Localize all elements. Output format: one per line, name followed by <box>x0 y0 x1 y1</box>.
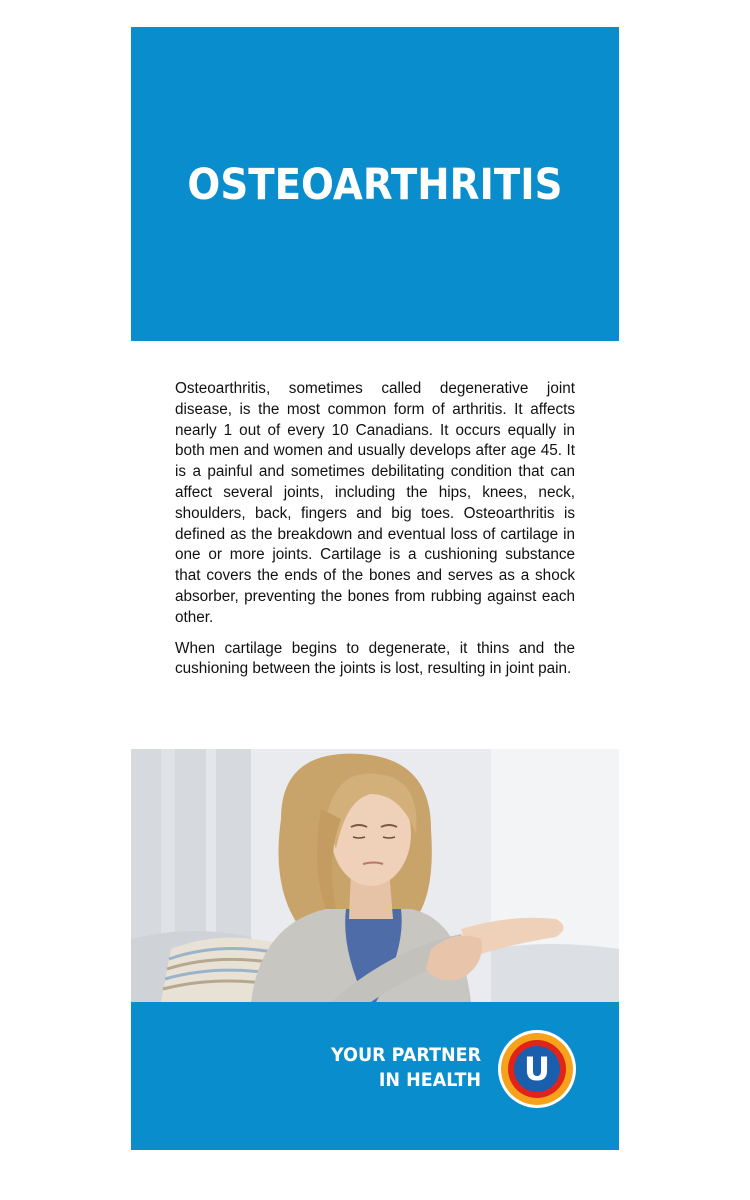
photo-illustration <box>131 749 619 1002</box>
uniprix-logo <box>497 1029 577 1109</box>
footer-banner <box>131 1002 619 1150</box>
woman-wrist-pain-photo <box>131 749 619 1002</box>
article-body <box>175 379 575 690</box>
tagline-line-1: YOUR PARTNER <box>330 1044 481 1066</box>
paragraph-cartilage: When cartilage begins to degenerate, it thins and the cushioning between the joints is lost, resulting in joint pain. <box>175 639 575 678</box>
page-title: OSTEOARTHRITIS <box>187 160 563 210</box>
title-banner <box>131 27 619 341</box>
paragraph-intro: Osteoarthritis, sometimes called degenerative joint disease, is the most common form of arthritis. It affects nearly 1 out of every 10 Canadians. It occurs equally in both men and women and usually develops after age 45. It is a painful and sometimes debilitating condition that can affect several joints, including the hips, knees, neck, shoulders, back, fingers and big toes. Osteoarthritis is defined as the breakdown and eventual loss of cartilage in one or more joints. Cartilage is a cushioning substance that covers the ends of the bones and serves as a shock absorber, preventing the bones from rubbing against each other. <box>175 380 575 626</box>
tagline <box>331 1043 481 1093</box>
brochure-page <box>131 27 619 1150</box>
logo-letter: U <box>524 1050 550 1088</box>
tagline-line-2: IN HEALTH <box>378 1069 481 1091</box>
